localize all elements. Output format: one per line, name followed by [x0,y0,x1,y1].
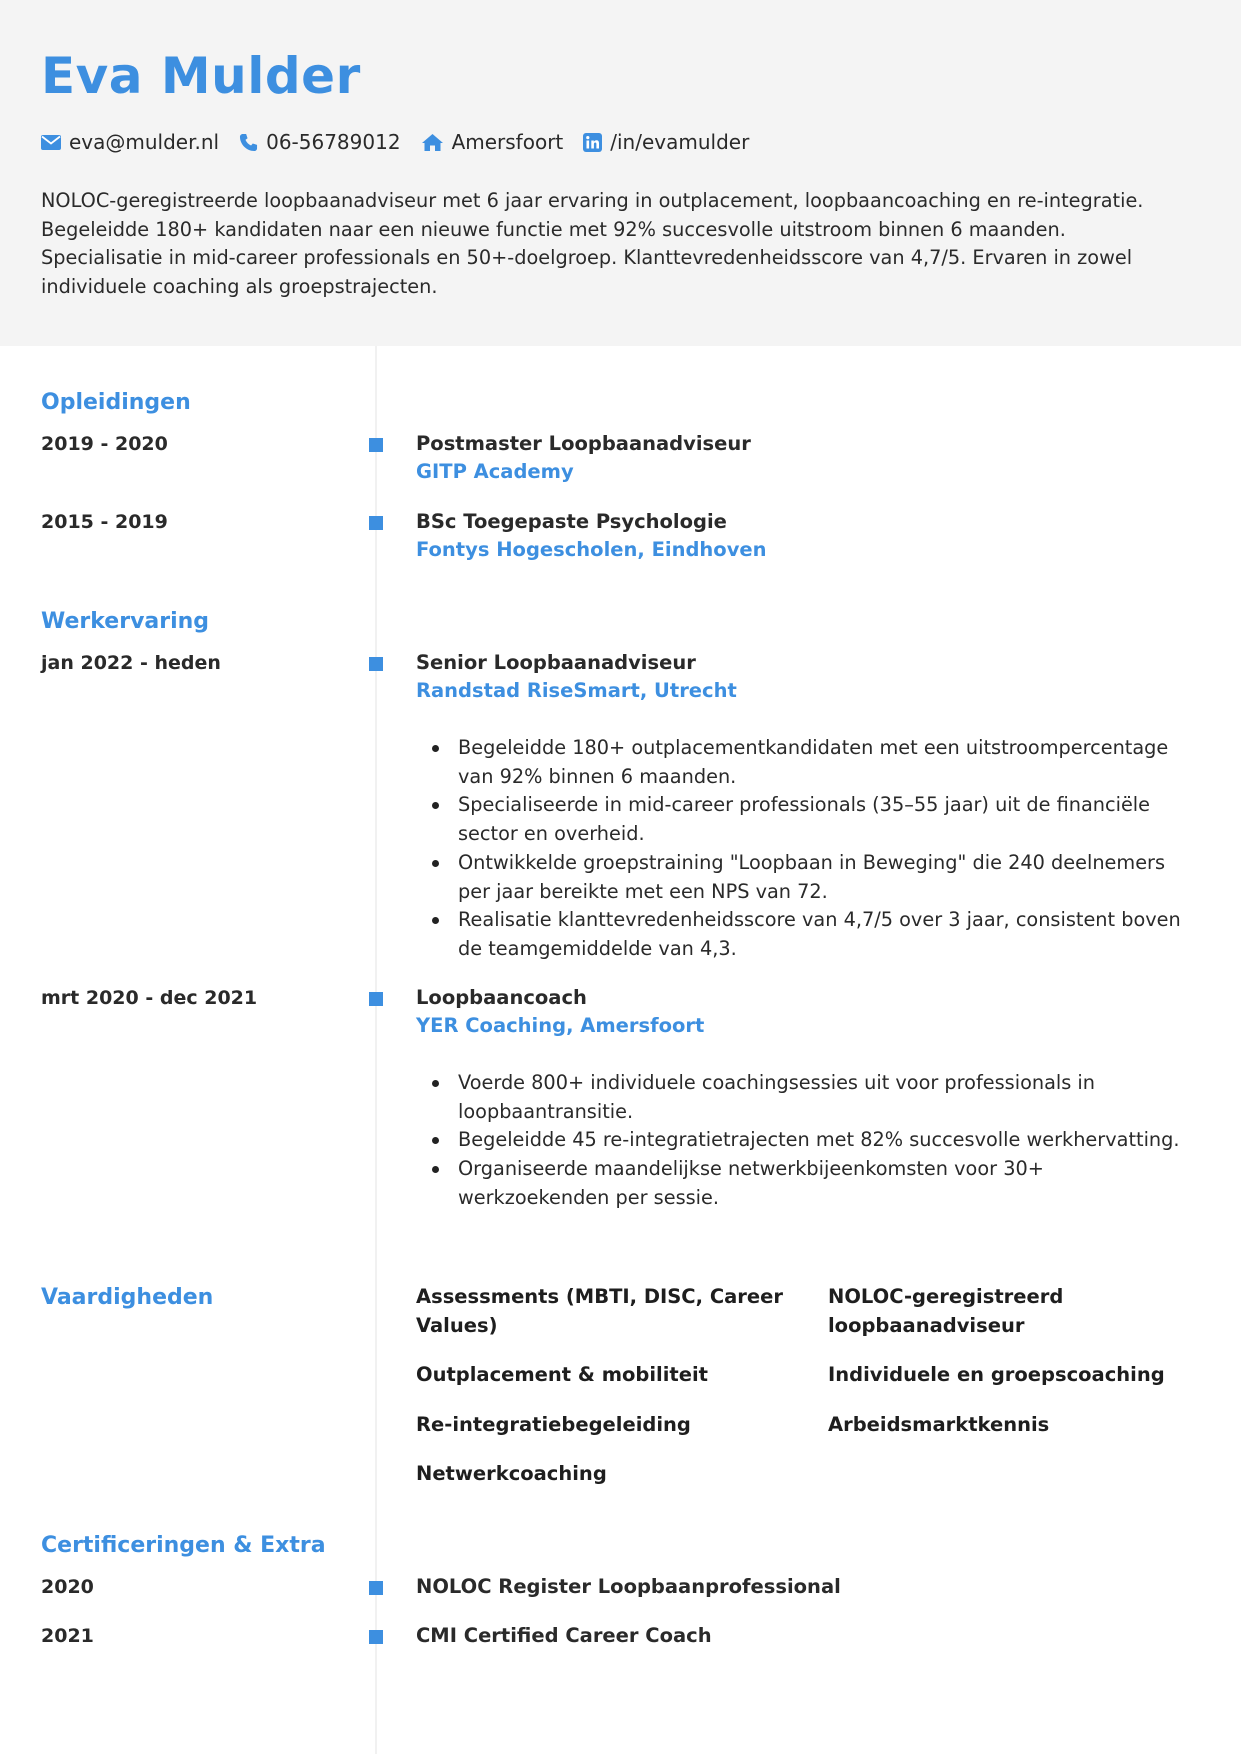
contact-email-text: eva@mulder.nl [69,130,220,154]
timeline-marker [369,1630,383,1644]
education-institution: Fontys Hogescholen, Eindhoven [416,538,767,561]
phone-icon [239,133,258,152]
skill-item: NOLOC-geregistreerd loopbaanadviseur [828,1285,1064,1337]
home-icon [421,133,444,152]
profile-summary: NOLOC-geregistreerde loopbaanadviseur met 6 jaar ervaring in outplacement, loopbaancoaching en re-integratie. Begeleidde 180+ kandidaten naar een nieuwe functie met 92% succesvolle uitstroom binnen 6 maanden. Specialisatie in mid-career professionals en 50+-doelgroep. Klanttevredenheidsscore van 4,7/5. Ervaren in zowel individuele coaching als groepstrajecten. [41,189,1144,298]
education-date: 2015 - 2019 [41,511,168,533]
section-title-certifications: Certificeringen & Extra [41,1533,326,1558]
contact-linkedin[interactable] [583,130,749,154]
contact-linkedin-text: /in/evamulder [610,130,750,154]
timeline-divider [375,346,377,1754]
job-employer: YER Coaching, Amersfoort [416,1014,705,1037]
education-institution: GITP Academy [416,460,574,483]
job-title: Loopbaancoach [416,986,587,1009]
timeline-marker [369,1581,383,1595]
achievement-item: Specialiseerde in mid-career professionals (35–55 jaar) uit de financiële sector en overheid. [416,791,1201,848]
education-date: 2019 - 2020 [41,433,168,455]
contact-email[interactable] [41,130,219,154]
job-achievements [416,1069,1201,1213]
header [0,0,1241,346]
certification-date: 2020 [41,1576,94,1598]
skill-item: Netwerkcoaching [416,1462,607,1485]
section-title-experience: Werkervaring [41,609,210,634]
contact-location-text: Amersfoort [451,130,564,154]
section-title-skills: Vaardigheden [41,1285,214,1310]
contact-phone[interactable] [239,130,400,154]
timeline-marker [369,992,383,1006]
achievement-item: Organiseerde maandelijkse netwerkbijeenkomsten voor 30+ werkzoekenden per sessie. [416,1155,1201,1212]
timeline-marker [369,516,383,530]
skill-item: Re-integratiebegeleiding [416,1413,691,1436]
skill-item: Individuele en groepscoaching [828,1363,1165,1386]
job-employer: Randstad RiseSmart, Utrecht [416,679,737,702]
envelope-icon [41,135,61,150]
section-title-education: Opleidingen [41,390,191,415]
skill-item: Outplacement & mobiliteit [416,1363,708,1386]
skill-item: Arbeidsmarktkennis [828,1413,1050,1436]
timeline-marker [369,657,383,671]
job-title: Senior Loopbaanadviseur [416,651,696,674]
skill-item: Assessments (MBTI, DISC, Career Values) [416,1285,783,1337]
certification-title: NOLOC Register Loopbaanprofessional [416,1575,841,1598]
certification-title: CMI Certified Career Coach [416,1624,712,1647]
achievement-item: Ontwikkelde groepstraining "Loopbaan in Beweging" die 240 deelnemers per jaar bereikte met een NPS van 72. [416,849,1201,906]
job-date: mrt 2020 - dec 2021 [41,987,258,1009]
contact-location [421,130,564,154]
contact-bar [41,127,769,157]
education-title: BSc Toegepaste Psychologie [416,510,727,533]
job-achievements [416,734,1201,964]
achievement-item: Begeleidde 45 re-integratietrajecten met 82% succesvolle werkhervatting. [416,1126,1201,1155]
linkedin-icon [583,133,602,152]
job-date: jan 2022 - heden [41,652,221,674]
achievement-item: Begeleidde 180+ outplacementkandidaten met een uitstroompercentage van 92% binnen 6 maanden. [416,734,1201,791]
achievement-item: Realisatie klanttevredenheidsscore van 4,7/5 over 3 jaar, consistent boven de teamgemiddelde van 4,3. [416,906,1201,963]
candidate-name: Eva Mulder [41,47,361,105]
timeline-marker [369,438,383,452]
certification-date: 2021 [41,1625,94,1647]
education-title: Postmaster Loopbaanadviseur [416,432,751,455]
contact-phone-text: 06-56789012 [266,130,401,154]
achievement-item: Voerde 800+ individuele coachingsessies uit voor professionals in loopbaantransitie. [416,1069,1201,1126]
